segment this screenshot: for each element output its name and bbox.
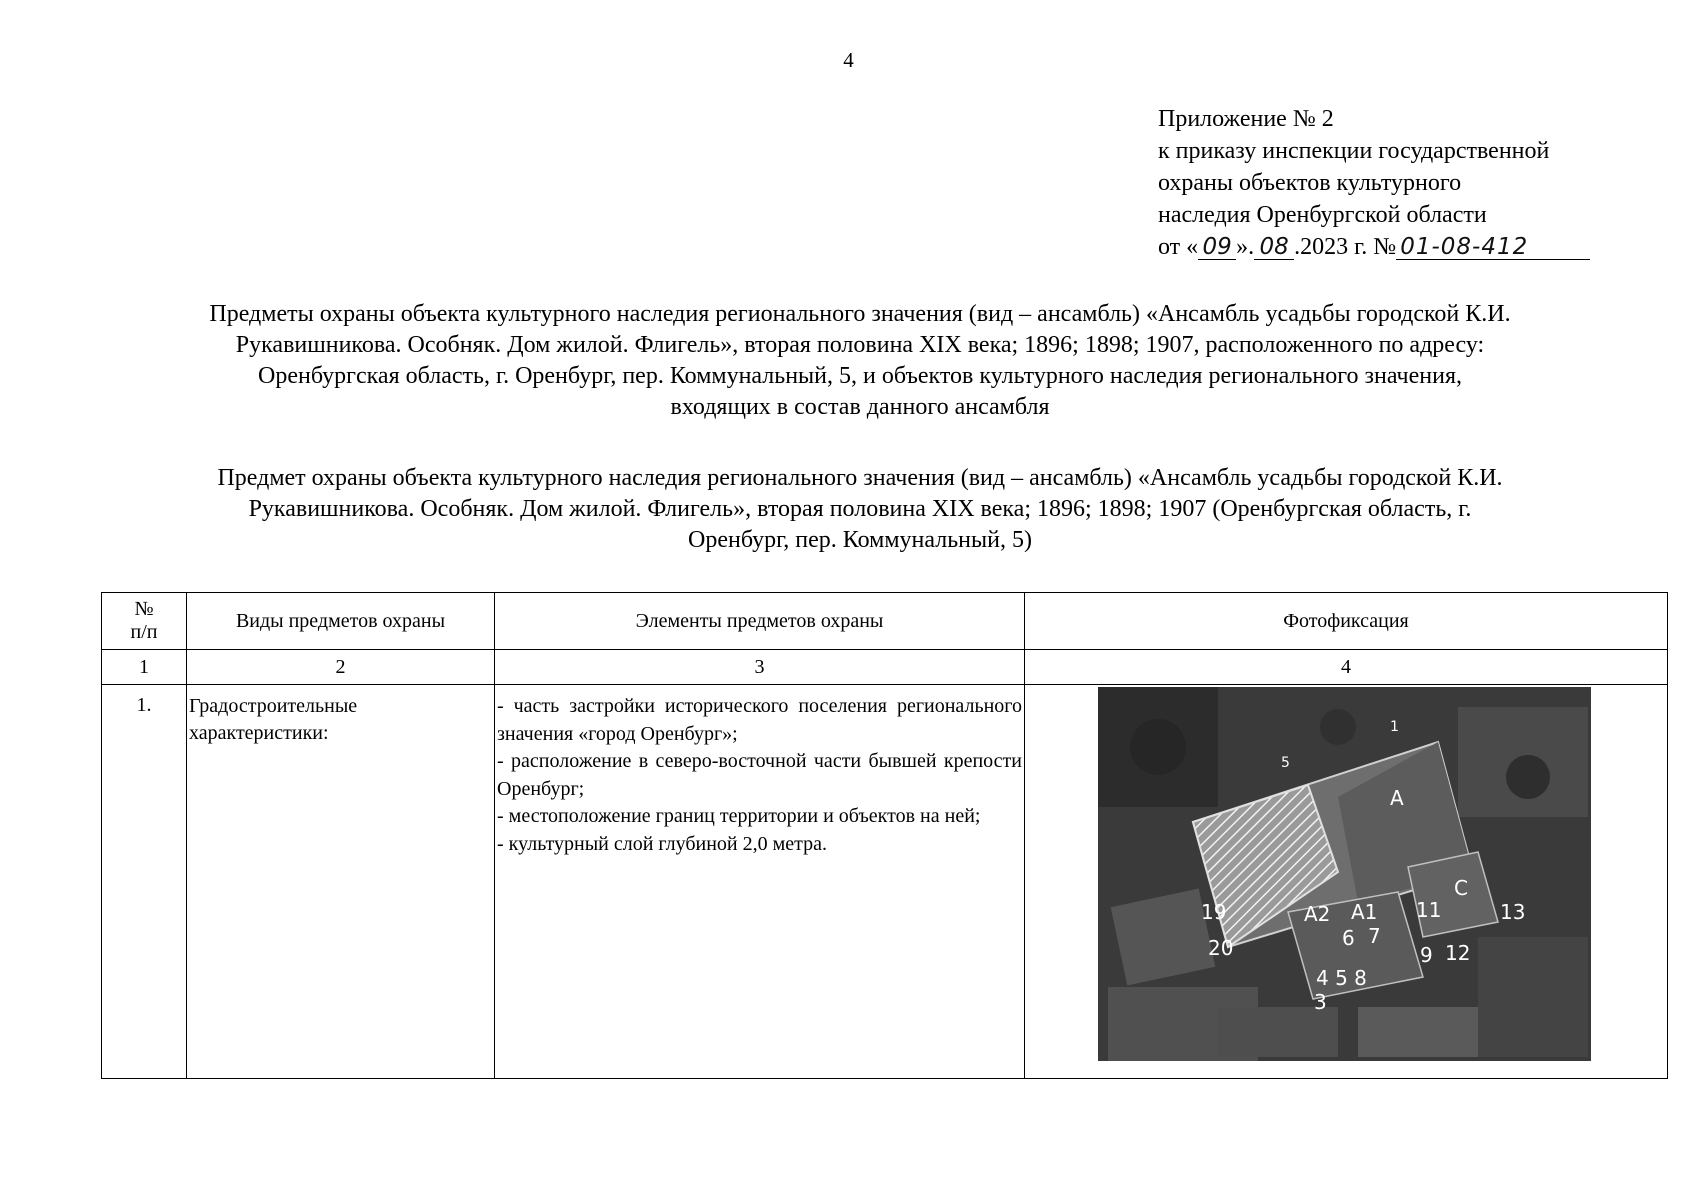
label-a: A (1390, 786, 1404, 810)
heading-line-2: Рукавишникова. Особняк. Дом жилой. Флигель», вторая половина XIX века; 1896; 1898; 1907, расположенного по адресу: (235, 332, 1485, 358)
table-header-row (102, 593, 1668, 650)
column-number: 4 (1025, 650, 1668, 685)
document-heading (80, 299, 1640, 423)
label-5: 5 (1281, 755, 1290, 771)
label-a2: A2 (1304, 902, 1331, 926)
label-12: 12 (1445, 941, 1471, 965)
row-elements (495, 685, 1025, 1079)
header-num-top: № (134, 598, 154, 620)
label-19: 19 (1201, 900, 1227, 924)
header-elements: Элементы предметов охраны (495, 593, 1025, 650)
label-1: 1 (1390, 719, 1399, 735)
row-photo-cell (1025, 685, 1668, 1079)
label-7: 7 (1368, 924, 1381, 948)
label-20: 20 (1208, 936, 1234, 960)
date-year: .2023 г. № (1294, 234, 1397, 260)
appendix-line-1: к приказу инспекции государственной (1158, 138, 1550, 164)
element-item: - часть застройки исторического поселения регионального значения «город Оренбург»; (497, 695, 1022, 745)
header-num-bottom: п/п (130, 621, 158, 643)
label-a1: A1 (1351, 900, 1378, 924)
column-number: 1 (102, 650, 187, 685)
element-item: - культурный слой глубиной 2,0 метра. (497, 832, 828, 855)
appendix-date-line (1158, 231, 1658, 263)
handwritten-day: 09 (1198, 235, 1236, 260)
heading-line-4: входящих в состав данного ансамбля (670, 394, 1050, 420)
aerial-photo (1098, 687, 1591, 1061)
row-number: 1. (102, 685, 187, 1079)
appendix-line-3: наследия Оренбургской области (1158, 202, 1487, 228)
label-3: 3 (1314, 990, 1327, 1014)
protection-table (101, 592, 1668, 1079)
element-item: - местоположение границ территории и объектов на ней; (497, 805, 981, 827)
heading-line-3: Оренбургская область, г. Оренбург, пер. Коммунальный, 5, и объектов культурного наследия регионального значения, (258, 363, 1462, 389)
page-number: 4 (843, 48, 854, 72)
subheading-line-1: Предмет охраны объекта культурного наследия регионального значения (вид – ансамбль) «Ансамбль усадьбы городской К.И. (217, 465, 1503, 491)
date-mid: ». (1236, 234, 1255, 260)
handwritten-month: 08 (1254, 235, 1294, 260)
label-11: 11 (1416, 898, 1442, 922)
label-13: 13 (1500, 900, 1526, 924)
table-row (102, 685, 1668, 1079)
label-9: 9 (1420, 943, 1433, 967)
appendix-title: Приложение № 2 (1158, 106, 1334, 132)
header-num (102, 593, 187, 650)
subheading-line-3: Оренбург, пер. Коммунальный, 5) (688, 527, 1032, 553)
date-prefix: от « (1158, 234, 1199, 260)
section-heading (80, 463, 1640, 556)
subheading-line-2: Рукавишникова. Особняк. Дом жилой. Флигель», вторая половина XIX века; 1896; 1898; 1907 (Оренбургская область, г. (248, 496, 1472, 522)
column-number: 2 (187, 650, 495, 685)
label-458: 4 5 8 (1316, 966, 1367, 990)
label-6: 6 (1342, 926, 1355, 950)
row-type: Градостроительные характеристики: (187, 685, 495, 1079)
heading-line-1: Предметы охраны объекта культурного наследия регионального значения (вид – ансамбль) «Ансамбль усадьбы городской К.И. (209, 301, 1511, 327)
header-photo: Фотофиксация (1025, 593, 1668, 650)
label-c: C (1454, 876, 1468, 900)
element-item: - расположение в северо-восточной части бывшей крепости Оренбург; (497, 750, 1022, 800)
column-number-row (102, 650, 1668, 685)
header-types: Виды предметов охраны (187, 593, 495, 650)
appendix-line-2: охраны объектов культурного (1158, 170, 1462, 196)
appendix-block (1158, 103, 1658, 263)
handwritten-order-number: 01-08-412 (1396, 235, 1590, 260)
column-number: 3 (495, 650, 1025, 685)
